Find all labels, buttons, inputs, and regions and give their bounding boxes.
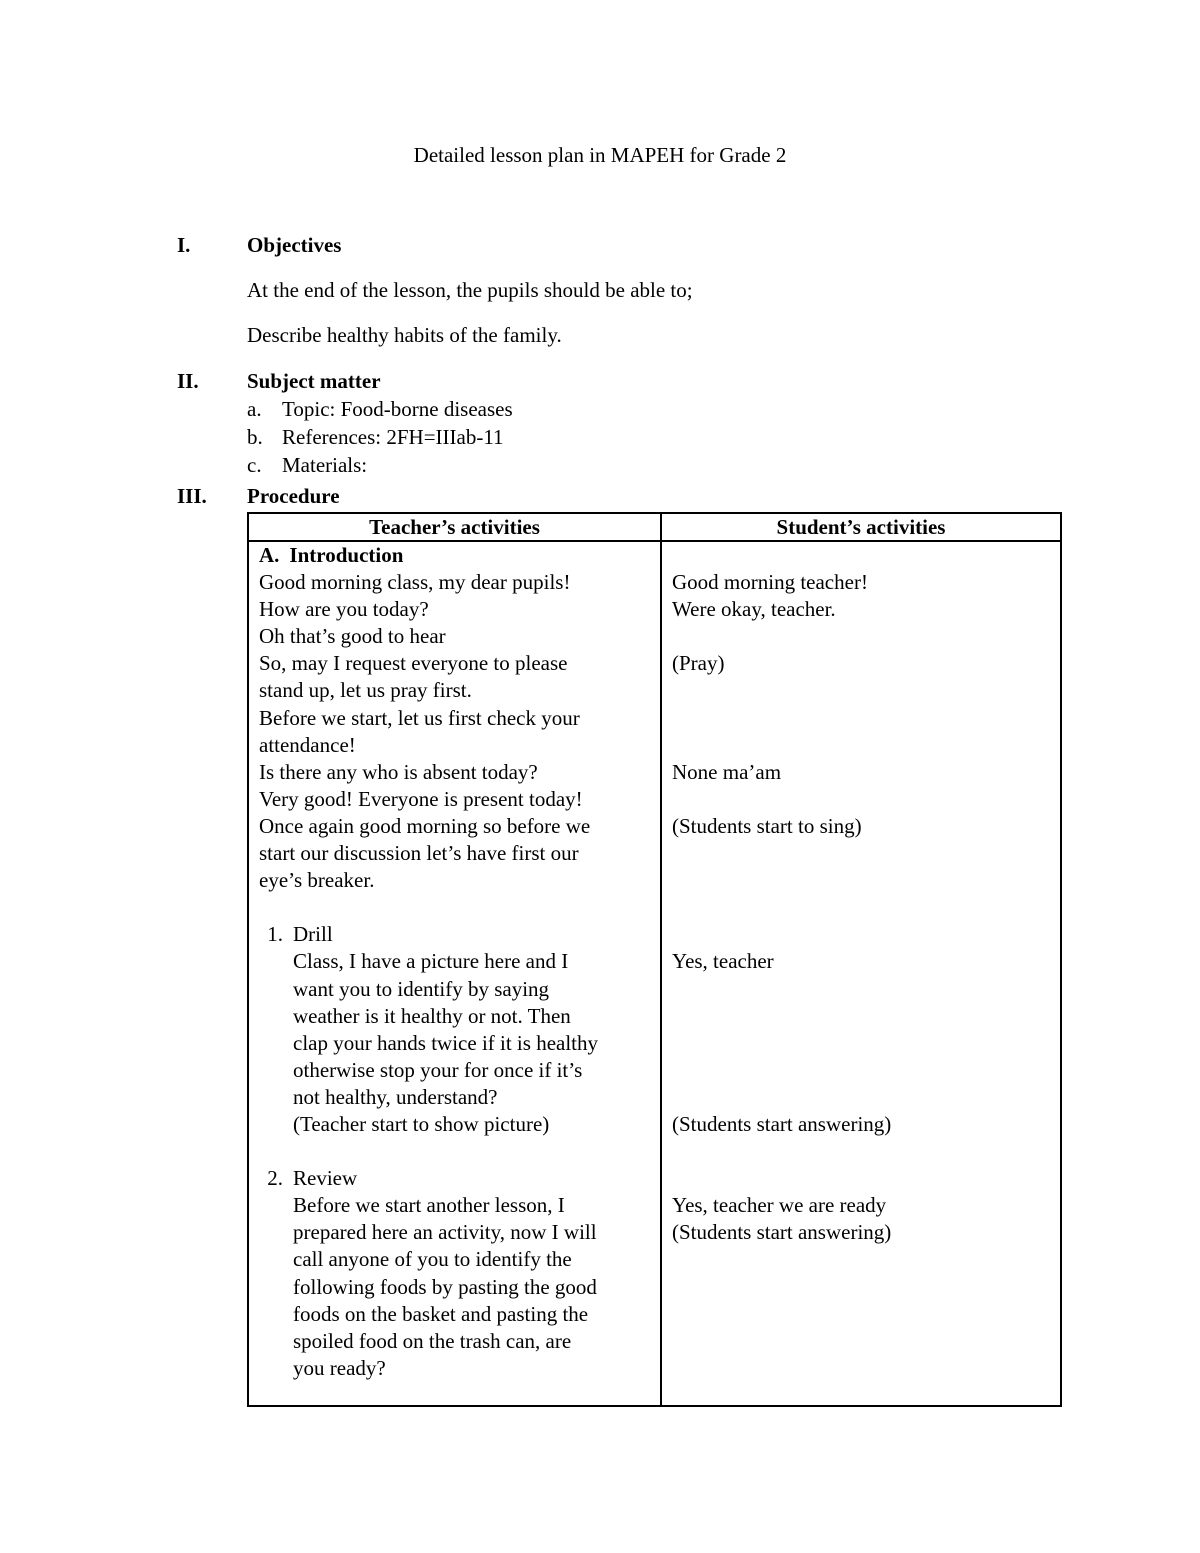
procedure-table bbox=[247, 512, 1062, 1407]
review-line: spoiled food on the trash can, are bbox=[293, 1328, 572, 1353]
drill-line: want you to identify by saying bbox=[293, 976, 550, 1001]
section-number-objectives: I. bbox=[177, 233, 191, 257]
teacher-line: Oh that’s good to hear bbox=[259, 624, 446, 649]
drill-title: Drill bbox=[293, 922, 333, 947]
teacher-line: So, may I request everyone to please bbox=[259, 651, 568, 676]
drill-heading bbox=[259, 921, 650, 948]
list-item bbox=[247, 451, 513, 479]
section-a-marker: A. bbox=[259, 543, 280, 567]
section-number-procedure: III. bbox=[177, 484, 207, 508]
table-row bbox=[248, 541, 1061, 1406]
drill-line: (Teacher start to show picture) bbox=[293, 1111, 550, 1136]
student-activities-cell bbox=[661, 541, 1061, 1406]
teacher-line: Is there any who is absent today? bbox=[259, 759, 538, 784]
list-text: Topic: Food-borne diseases bbox=[282, 397, 513, 421]
teacher-line: Good morning class, my dear pupils! bbox=[259, 570, 571, 595]
list-marker: c. bbox=[247, 453, 262, 477]
student-line: None ma’am bbox=[672, 759, 782, 784]
teacher-line: eye’s breaker. bbox=[259, 868, 375, 893]
section-number-subject-matter: II. bbox=[177, 369, 199, 393]
teacher-line: attendance! bbox=[259, 732, 356, 757]
review-number: 2. bbox=[267, 1166, 283, 1191]
document-title: Detailed lesson plan in MAPEH for Grade 2 bbox=[413, 143, 787, 167]
drill-number: 1. bbox=[267, 922, 283, 947]
student-line: Were okay, teacher. bbox=[672, 597, 836, 622]
drill-student-answering: (Students start answering) bbox=[672, 1111, 892, 1136]
header-student-activities: Student’s activities bbox=[661, 513, 1061, 541]
drill-line: otherwise stop your for once if it’s bbox=[293, 1057, 583, 1082]
list-marker: b. bbox=[247, 425, 263, 449]
table-header-row bbox=[248, 513, 1061, 541]
section-heading-procedure: Procedure bbox=[247, 484, 340, 508]
drill-line: not healthy, understand? bbox=[293, 1084, 498, 1109]
student-line: Good morning teacher! bbox=[672, 570, 868, 595]
review-line: foods on the basket and pasting the bbox=[293, 1301, 589, 1326]
list-item bbox=[247, 423, 513, 451]
section-heading-objectives: Objectives bbox=[247, 233, 342, 257]
drill-line: weather is it healthy or not. Then bbox=[293, 1003, 571, 1028]
list-marker: a. bbox=[247, 397, 262, 421]
teacher-line: Once again good morning so before we bbox=[259, 813, 591, 838]
list-text: References: 2FH=IIIab-11 bbox=[282, 425, 504, 449]
teacher-activities-cell bbox=[248, 541, 661, 1406]
teacher-line: How are you today? bbox=[259, 597, 429, 622]
section-heading-subject-matter: Subject matter bbox=[247, 369, 381, 393]
list-text: Materials: bbox=[282, 453, 368, 477]
objectives-intro: At the end of the lesson, the pupils should be able to; bbox=[247, 278, 693, 302]
student-line: (Pray) bbox=[672, 651, 725, 676]
header-teacher-activities: Teacher’s activities bbox=[248, 513, 661, 541]
review-student-answering: (Students start answering) bbox=[672, 1220, 892, 1245]
list-item bbox=[247, 395, 513, 423]
teacher-line: start our discussion let’s have first our bbox=[259, 841, 579, 866]
review-title: Review bbox=[293, 1166, 358, 1191]
objectives-item: Describe healthy habits of the family. bbox=[247, 323, 562, 347]
drill-line: Class, I have a picture here and I bbox=[293, 949, 569, 974]
review-student-response: Yes, teacher we are ready bbox=[672, 1193, 887, 1218]
section-a-heading bbox=[259, 542, 650, 569]
drill-line: clap your hands twice if it is healthy bbox=[293, 1030, 599, 1055]
review-line: you ready? bbox=[293, 1355, 386, 1380]
review-line: following foods by pasting the good bbox=[293, 1274, 597, 1299]
teacher-line: stand up, let us pray first. bbox=[259, 678, 472, 703]
review-line: prepared here an activity, now I will bbox=[293, 1220, 597, 1245]
teacher-line: Before we start, let us first check your bbox=[259, 705, 580, 730]
teacher-line: Very good! Everyone is present today! bbox=[259, 786, 583, 811]
review-heading bbox=[259, 1165, 650, 1192]
review-line: call anyone of you to identify the bbox=[293, 1247, 572, 1272]
section-a-label: Introduction bbox=[289, 543, 404, 567]
subject-matter-list bbox=[247, 395, 513, 479]
student-line: (Students start to sing) bbox=[672, 813, 862, 838]
drill-student-response: Yes, teacher bbox=[672, 949, 774, 974]
review-line: Before we start another lesson, I bbox=[293, 1193, 565, 1218]
